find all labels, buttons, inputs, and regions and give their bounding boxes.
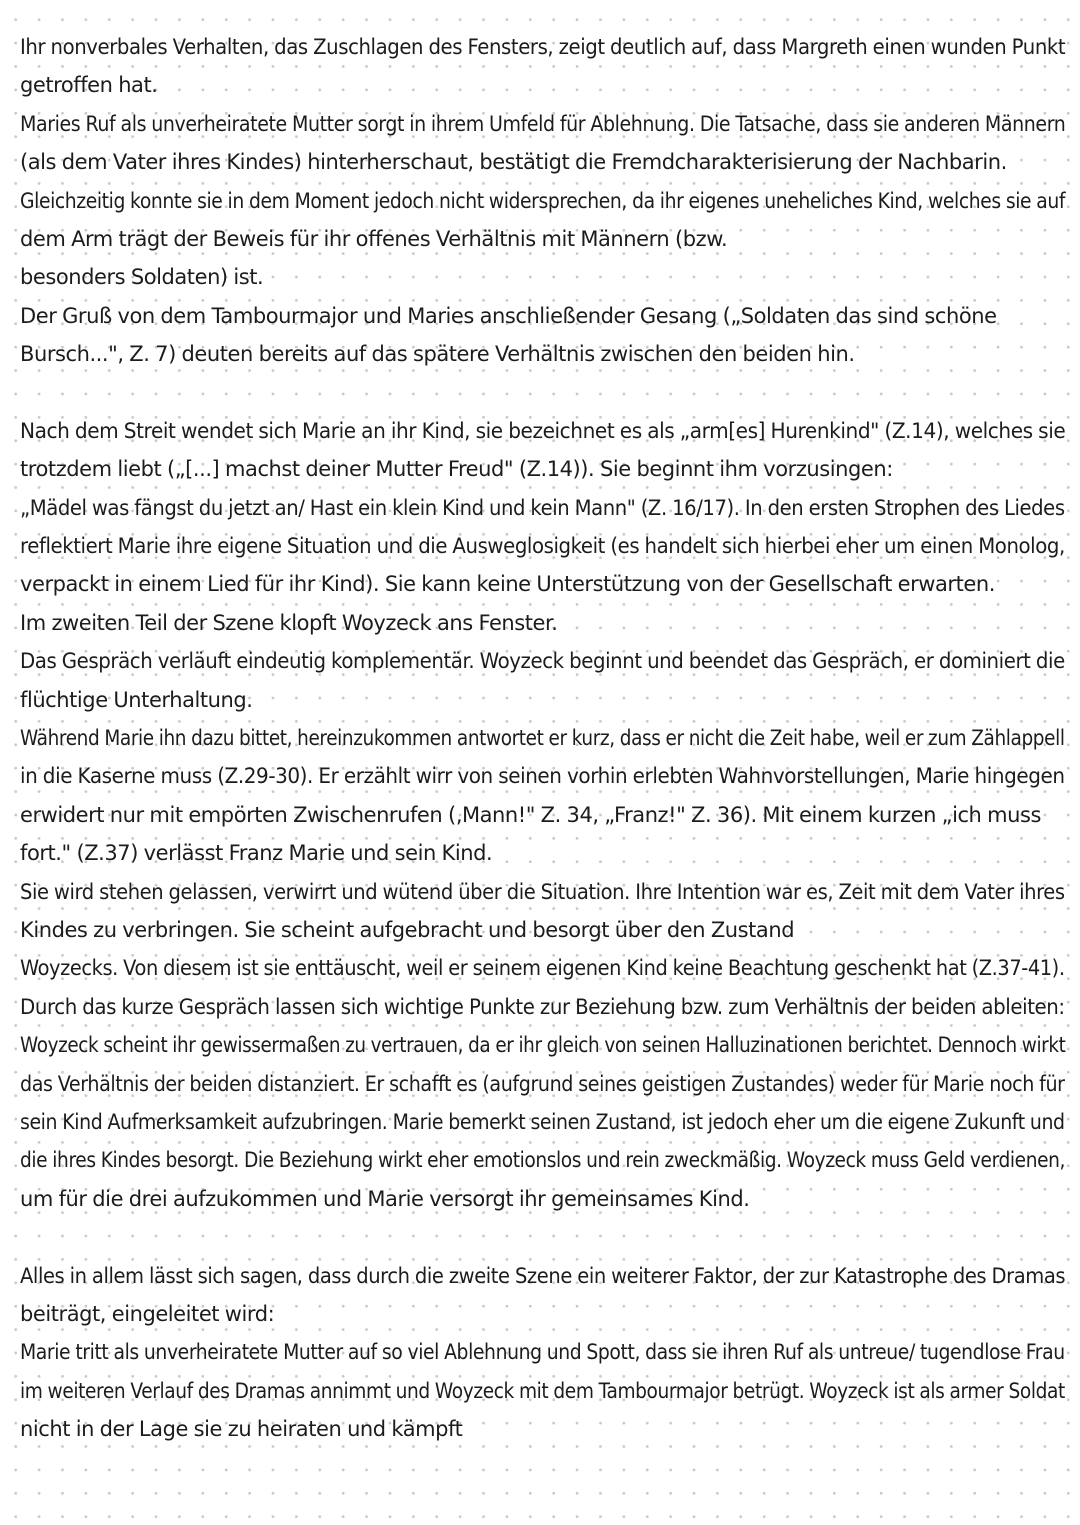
text-line: das Verhältnis der beiden distanziert. Er schafft es (aufgrund seines geistigen Zustandes) weder für Marie noch für bbox=[20, 1071, 1065, 1096]
text-line: Bursch...", Z. 7) deuten bereits auf das spätere Verhältnis zwischen den beiden hin. bbox=[20, 342, 855, 367]
paragraph-analysis bbox=[20, 412, 1065, 1218]
text-line: flüchtige Unterhaltung. bbox=[20, 687, 253, 712]
text-line: reflektiert Marie ihre eigene Situation und die Ausweglosigkeit (es handelt sich hierbei eher um einen Monolog, bbox=[20, 534, 1065, 559]
paragraph-conclusion bbox=[20, 1257, 1065, 1449]
text-line: fort." (Z.37) verlässt Franz Marie und sein Kind. bbox=[20, 841, 493, 866]
paragraph-intro bbox=[20, 28, 1065, 374]
text-line: Im zweiten Teil der Szene klopft Woyzeck ans Fenster. bbox=[20, 610, 558, 635]
text-line: Sie wird stehen gelassen, verwirrt und wütend über die Situation. Ihre Intention war es, Zeit mit dem Vater ihres bbox=[20, 879, 1065, 904]
text-line: Während Marie ihn dazu bittet, hereinzukommen antwortet er kurz, dass er nicht die Zeit habe, weil er zum Zählappell bbox=[20, 726, 1065, 751]
text-line: dem Arm trägt der Beweis für ihr offenes Verhältnis mit Männern (bzw. bbox=[20, 226, 728, 251]
text-line: im weiteren Verlauf des Dramas annimmt und Woyzeck mit dem Tambourmajor betrügt. Woyzeck ist als armer Soldat bbox=[20, 1378, 1065, 1403]
paragraph-gap bbox=[20, 374, 1065, 412]
text-line: Kindes zu verbringen. Sie scheint aufgebracht und besorgt über den Zustand bbox=[20, 917, 795, 942]
text-line: Alles in allem lässt sich sagen, dass durch die zweite Szene ein weiterer Faktor, der zur Katastrophe des Dramas bbox=[20, 1263, 1066, 1288]
text-line: die ihres Kindes besorgt. Die Beziehung wirkt eher emotionslos und rein zweckmäßig. Woyzeck muss Geld verdienen, bbox=[20, 1148, 1066, 1173]
text-line: getroffen hat. bbox=[20, 73, 158, 98]
text-line: verpackt in einem Lied für ihr Kind). Sie kann keine Unterstützung von der Gesellschaft erwarten. bbox=[20, 572, 995, 597]
paragraph-gap bbox=[20, 1218, 1065, 1256]
text-line: besonders Soldaten) ist. bbox=[20, 265, 264, 290]
text-line: (als dem Vater ihres Kindes) hinterherschaut, bestätigt die Fremdcharakterisierung der Nachbarin. bbox=[20, 150, 1007, 175]
text-line: trotzdem liebt („[...] machst deiner Mutter Freud" (Z.14)). Sie beginnt ihm vorzusingen: bbox=[20, 457, 893, 482]
text-line: Woyzeck scheint ihr gewissermaßen zu vertrauen, da er ihr gleich von seinen Halluzinationen berichtet. Dennoch wirkt bbox=[20, 1033, 1066, 1058]
text-line: um für die drei aufzukommen und Marie versorgt ihr gemeinsames Kind. bbox=[20, 1186, 750, 1211]
text-line: Durch das kurze Gespräch lassen sich wichtige Punkte zur Beziehung bzw. zum Verhältnis der beiden ableiten: bbox=[20, 994, 1065, 1019]
text-line: Woyzecks. Von diesem ist sie enttäuscht, weil er seinem eigenen Kind keine Beachtung geschenkt hat (Z.37-41). bbox=[20, 956, 1065, 981]
text-line: Der Gruß von dem Tambourmajor und Maries anschließender Gesang („Soldaten das sind schöne bbox=[20, 303, 997, 328]
text-line: Gleichzeitig konnte sie in dem Moment jedoch nicht widersprechen, da ihr eigenes uneheliches Kind, welches sie auf bbox=[20, 188, 1066, 213]
text-line: Maries Ruf als unverheiratete Mutter sorgt in ihrem Umfeld für Ablehnung. Die Tatsache, dass sie anderen Männern bbox=[20, 111, 1066, 136]
text-line: Marie tritt als unverheiratete Mutter auf so viel Ablehnung und Spott, dass sie ihren Ruf als untreue/ tugendlose Frau bbox=[20, 1340, 1065, 1365]
text-line: beiträgt, eingeleitet wird: bbox=[20, 1301, 275, 1326]
text-line: in die Kaserne muss (Z.29-30). Er erzählt wirr von seinen vorhin erlebten Wahnvorstellungen, Marie hingegen bbox=[20, 764, 1065, 789]
text-line: „Mädel was fängst du jetzt an/ Hast ein klein Kind und kein Mann" (Z. 16/17). In den ersten Strophen des Liedes bbox=[20, 495, 1065, 520]
text-line: erwidert nur mit empörten Zwischenrufen (‚Mann!" Z. 34, „Franz!" Z. 36). Mit einem kurzen „ich muss bbox=[20, 802, 1041, 827]
text-line: Ihr nonverbales Verhalten, das Zuschlagen des Fensters, zeigt deutlich auf, dass Margreth einen wunden Punkt bbox=[20, 35, 1066, 59]
text-line: nicht in der Lage sie zu heiraten und kämpft bbox=[20, 1417, 463, 1442]
document-page bbox=[20, 28, 1065, 1448]
text-line: Nach dem Streit wendet sich Marie an ihr Kind, sie bezeichnet es als „arm[es] Hurenkind" (Z.14), welches sie bbox=[20, 418, 1066, 443]
text-line: Das Gespräch verläuft eindeutig komplementär. Woyzeck beginnt und beendet das Gespräch, er dominiert die bbox=[20, 649, 1065, 674]
text-line: sein Kind Aufmerksamkeit aufzubringen. Marie bemerkt seinen Zustand, ist jedoch eher um die eigene Zukunft und bbox=[20, 1109, 1065, 1134]
